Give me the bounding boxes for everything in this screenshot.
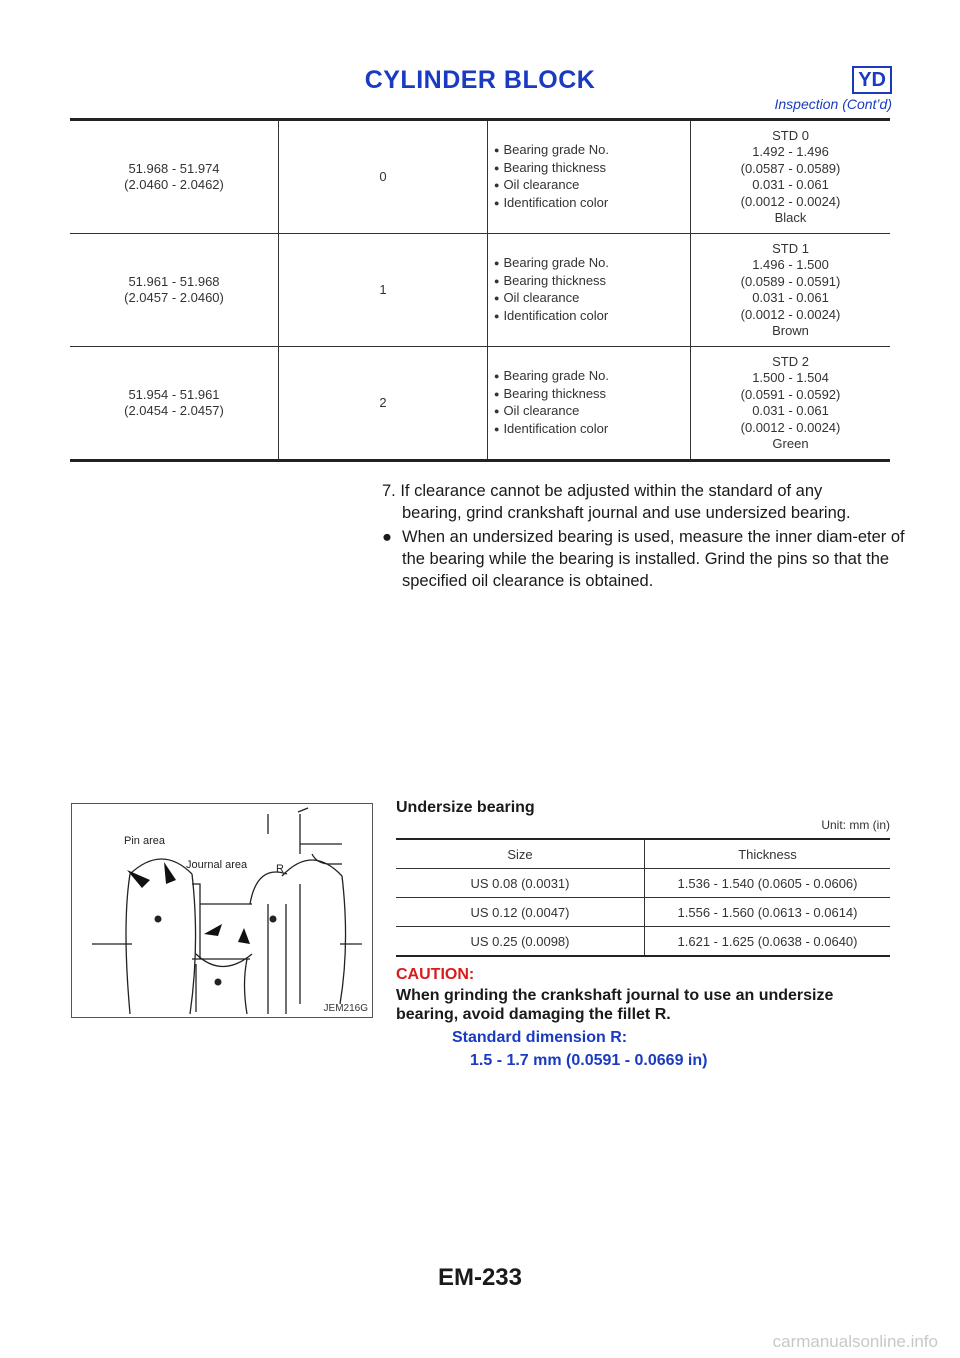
column-header: Size — [507, 846, 533, 862]
bullet-icon: ● — [382, 528, 392, 546]
spec-cell — [691, 120, 891, 234]
caution-title: CAUTION: — [396, 966, 475, 983]
oil-clearance: 0.031 - 0.061 — [752, 403, 829, 418]
list-item: ● Bearing thickness — [494, 386, 684, 404]
journal-diameter-in: (2.0457 - 2.0460) — [124, 290, 224, 305]
item-list-cell — [488, 120, 691, 234]
bearing-thickness-in: (0.0589 - 0.0591) — [740, 273, 841, 289]
item-list — [494, 368, 684, 438]
journal-diameter-in: (2.0454 - 2.0457) — [124, 403, 224, 418]
list-item: ● Identification color — [494, 195, 684, 213]
thickness-cell: 1.556 - 1.560 (0.0613 - 0.0614) — [645, 898, 891, 927]
journal-diameter-cell — [70, 234, 279, 347]
fillet-r-label: R — [276, 863, 284, 875]
caution-text: When grinding the crankshaft journal to use an undersize bearing, avoid damaging the fillet R. — [396, 987, 834, 1023]
page-title: CYLINDER BLOCK — [364, 66, 596, 94]
oil-clearance: 0.031 - 0.061 — [752, 177, 829, 192]
step-7 — [382, 480, 892, 524]
identification-color: Brown — [772, 323, 809, 338]
table-row — [70, 234, 890, 347]
grade-number: 2 — [279, 347, 488, 461]
spec-cell — [691, 234, 891, 347]
thickness-cell: 1.536 - 1.540 (0.0605 - 0.0606) — [645, 869, 891, 898]
item-list-cell — [488, 234, 691, 347]
grade-number: 1 — [279, 234, 488, 347]
spec-cell — [691, 347, 891, 461]
list-item: ● Bearing grade No. — [494, 368, 684, 386]
pin-area-label: Pin area — [124, 835, 165, 847]
undersize-note — [382, 526, 912, 592]
size-cell: US 0.25 (0.0098) — [470, 933, 570, 949]
identification-color: Green — [772, 436, 809, 451]
list-item: ● Oil clearance — [494, 177, 684, 195]
undersize-table — [396, 838, 890, 957]
page-number: EM-233 — [437, 1264, 523, 1291]
step-7-line-1: 7. If clearance cannot be adjusted within the standard of any — [382, 482, 823, 500]
identification-color: Black — [774, 210, 807, 225]
list-item: ● Bearing thickness — [494, 273, 684, 291]
column-header: Thickness — [645, 839, 891, 869]
list-item: ● Identification color — [494, 308, 684, 326]
bearing-grade-table — [70, 118, 890, 462]
item-list — [494, 255, 684, 325]
journal-diameter: 51.961 - 51.968 — [128, 273, 220, 289]
crankshaft-illustration — [72, 804, 372, 1017]
table-row — [396, 927, 890, 957]
bearing-thickness-in: (0.0591 - 0.0592) — [740, 386, 841, 402]
table-header-row — [396, 839, 890, 869]
list-item: ● Identification color — [494, 421, 684, 439]
list-item: ● Bearing thickness — [494, 160, 684, 178]
list-item: ● Oil clearance — [494, 290, 684, 308]
oil-clearance: 0.031 - 0.061 — [752, 290, 829, 305]
table-row — [396, 869, 890, 898]
item-list — [494, 142, 684, 212]
undersize-title: Undersize bearing — [396, 799, 535, 816]
bearing-thickness-in: (0.0587 - 0.0589) — [740, 160, 841, 176]
figure-code: JEM216G — [323, 1003, 368, 1014]
table-row — [70, 347, 890, 461]
oil-clearance-in: (0.0012 - 0.0024) — [740, 193, 841, 209]
engine-badge: YD — [852, 66, 892, 94]
step-7-line-2: bearing, grind crankshaft journal and use undersized bearing. — [402, 504, 851, 522]
item-list-cell — [488, 347, 691, 461]
std-grade: STD 1 — [772, 240, 809, 256]
list-item: ● Bearing grade No. — [494, 142, 684, 160]
journal-diameter-in: (2.0460 - 2.0462) — [124, 177, 224, 192]
header-badge-container — [852, 66, 892, 94]
journal-diameter-cell — [70, 120, 279, 234]
crankshaft-figure — [71, 803, 373, 1018]
standard-dimension-label: Standard dimension R: — [452, 1029, 628, 1046]
grade-number: 0 — [279, 120, 488, 234]
journal-diameter: 51.968 - 51.974 — [128, 160, 220, 176]
bearing-thickness: 1.496 - 1.500 — [752, 257, 829, 272]
watermark: carmanualsonline.info — [772, 1332, 938, 1351]
size-cell: US 0.08 (0.0031) — [470, 875, 570, 891]
std-grade: STD 2 — [772, 353, 809, 369]
bearing-thickness: 1.492 - 1.496 — [752, 144, 829, 159]
table-row — [396, 898, 890, 927]
thickness-cell: 1.621 - 1.625 (0.0638 - 0.0640) — [645, 927, 891, 957]
oil-clearance-in: (0.0012 - 0.0024) — [740, 306, 841, 322]
oil-clearance-in: (0.0012 - 0.0024) — [740, 419, 841, 435]
std-grade: STD 0 — [772, 127, 809, 143]
note-text: When an undersized bearing is used, measure the inner diam-eter of the bearing while the bearing is installed. Grind the pins so that the specified oil clearance is obtained. — [402, 528, 905, 590]
list-item: ● Bearing grade No. — [494, 255, 684, 273]
journal-diameter: 51.954 - 51.961 — [128, 386, 220, 402]
journal-diameter-cell — [70, 347, 279, 461]
table-row — [70, 120, 890, 234]
journal-area-label: Journal area — [186, 859, 248, 871]
unit-label: Unit: mm (in) — [821, 818, 890, 832]
standard-dimension-value: 1.5 - 1.7 mm (0.0591 - 0.0669 in) — [470, 1052, 708, 1069]
page-subtitle: Inspection (Cont’d) — [774, 96, 892, 112]
list-item: ● Oil clearance — [494, 403, 684, 421]
size-cell: US 0.12 (0.0047) — [470, 904, 570, 920]
bearing-thickness: 1.500 - 1.504 — [752, 370, 829, 385]
